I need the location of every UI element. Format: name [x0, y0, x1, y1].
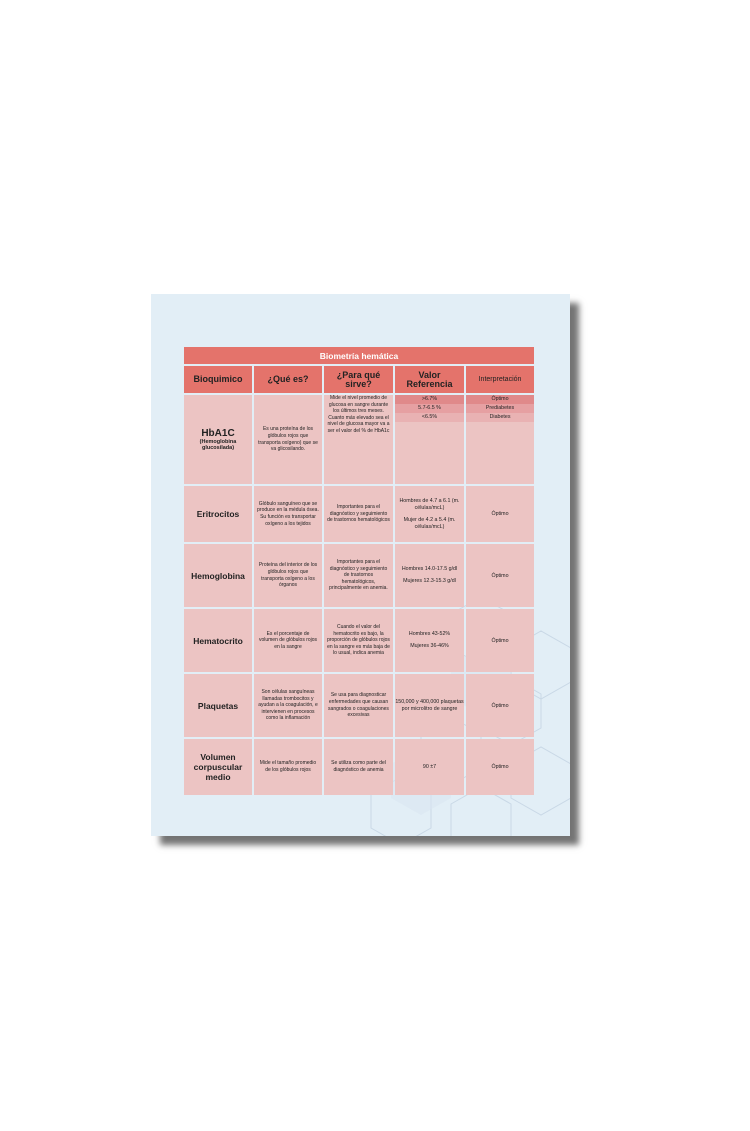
table-row: [184, 674, 534, 737]
row-valor: Hombres 43-52% Mujeres 36-46%: [395, 609, 464, 672]
row-valor: >6.7% 5.7-6.5 % <6.5%: [395, 395, 464, 484]
row-interpretacion: Óptimo Prediabetes Diabetes: [466, 395, 534, 484]
row-name: HbA1C (Hemoglobina glucosilada): [184, 395, 252, 484]
row-interpretacion: Óptimo: [466, 739, 534, 795]
table-row: [184, 395, 534, 484]
row-que-es: Mide el tamaño promedio de los glóbulos rojos: [254, 739, 322, 795]
row-interpretacion: Óptimo: [466, 486, 534, 542]
header-bioquimico: Bioquimico: [184, 366, 252, 393]
row-que-es: Glóbulo sanguíneo que se produce en la médula ósea. Su función es transportar oxígeno a los tejidos: [254, 486, 322, 542]
header-valor-referencia: Valor Referencia: [395, 366, 464, 393]
row-que-es: Son células sanguíneas llamadas trombocitos y ayudan a la coagulación, e intervienen en procesos como la inflamación: [254, 674, 322, 737]
document-card: [151, 294, 570, 836]
row-interpretacion: Óptimo: [466, 609, 534, 672]
header-que-es: ¿Qué es?: [254, 366, 322, 393]
row-que-es: Proteína del interior de los glóbulos rojos que transporta oxígeno a los órganos: [254, 544, 322, 607]
row-valor: 150,000 y 400,000 plaquetas por microlitro de sangre: [395, 674, 464, 737]
header-para-que: ¿Para qué sirve?: [324, 366, 393, 393]
table-title: Biometría hemática: [184, 347, 534, 364]
biometria-table: [182, 345, 536, 797]
row-interpretacion: Óptimo: [466, 544, 534, 607]
row-para-que: Cuando el valor del hematocrito es bajo, la proporción de glóbulos rojos en la sangre es más baja de lo usual, indica anemia: [324, 609, 393, 672]
header-interpretacion: Interpretación: [466, 366, 534, 393]
row-para-que: Importantes para el diagnóstico y seguimiento de trastornos hematológicos: [324, 486, 393, 542]
row-name: Eritrocitos: [184, 486, 252, 542]
row-valor: Hombres de 4.7 a 6.1 (m. células/mcL) Mujer de 4.2 a 5.4 (m. células/mcL): [395, 486, 464, 542]
row-interpretacion: Óptimo: [466, 674, 534, 737]
row-para-que: Mide el nivel promedio de glucosa en sangre durante los últimos tres meses. Cuanto más elevado sea el nivel de glucosa mayor va a ser el valor del % de HbA1c: [324, 395, 393, 484]
row-name: Volumen corpuscular medio: [184, 739, 252, 795]
table-row: [184, 544, 534, 607]
row-valor: 90 ±7: [395, 739, 464, 795]
row-para-que: Se utiliza como parte del diagnóstico de anemia: [324, 739, 393, 795]
row-para-que: Se usa para diagnosticar enfermedades que causan sangrados o coagulaciones excesivas: [324, 674, 393, 737]
row-name: Hemoglobina: [184, 544, 252, 607]
row-name: Plaquetas: [184, 674, 252, 737]
table-row: [184, 609, 534, 672]
table-row: [184, 486, 534, 542]
row-name: Hematocrito: [184, 609, 252, 672]
row-que-es: Es una proteína de los glóbulos rojos que transporta oxígeno) que se va glicosilando.: [254, 395, 322, 484]
row-valor: Hombres 14.0-17.5 g/dl Mujeres 12.3-15.3 g/dl: [395, 544, 464, 607]
row-que-es: Es el porcentaje de volumen de glóbulos rojos en la sangre: [254, 609, 322, 672]
table-row: [184, 739, 534, 795]
row-para-que: Importantes para el diagnóstico y seguimiento de trastornos hematológicos, principalmente en anemia.: [324, 544, 393, 607]
